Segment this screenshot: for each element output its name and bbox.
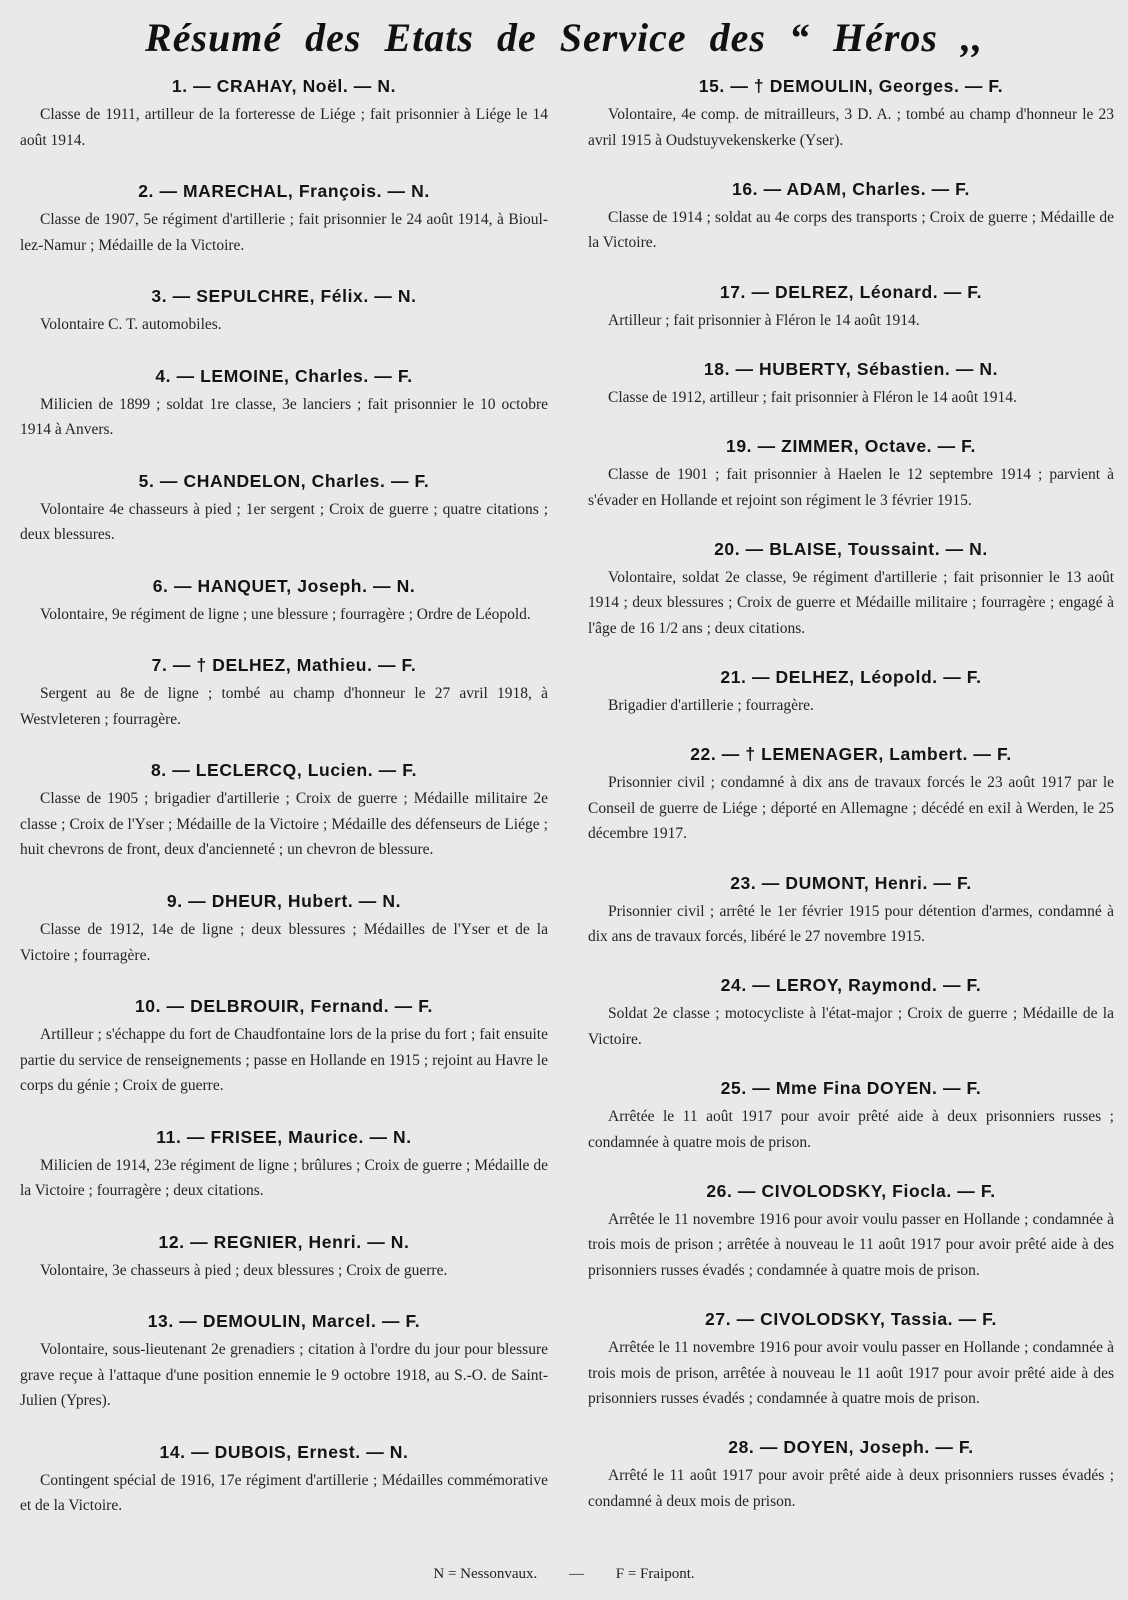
service-entry bbox=[20, 1232, 548, 1284]
entry-text: Volontaire 4e chasseurs à pied ; 1er sergent ; Croix de guerre ; quatre citations ; deux blessures. bbox=[20, 500, 548, 544]
legend-nessonvaux: N = Nessonvaux. bbox=[433, 1566, 538, 1582]
service-entry bbox=[588, 667, 1114, 719]
entry-heading: 3. — SEPULCHRE, Félix. — N. bbox=[151, 286, 417, 307]
entry-text: Brigadier d'artillerie ; fourragère. bbox=[608, 697, 814, 715]
legend-footer bbox=[0, 1566, 1128, 1583]
entry-text: Volontaire, 9e régiment de ligne ; une blessure ; fourragère ; Ordre de Léopold. bbox=[40, 605, 531, 623]
service-entry bbox=[20, 366, 548, 443]
entry-text: Classe de 1905 ; brigadier d'artillerie ; Croix de guerre ; Médaille militaire 2e classe ; Croix de l'Yser ; Médaille de la Victoire ; Médaille des défenseurs de Liége ; huit chevrons de front, deux d'ancienneté ; un chevron de blessure. bbox=[20, 790, 548, 859]
entry-text: Volontaire, sous-lieutenant 2e grenadiers ; citation à l'ordre du jour pour blessure grave reçue à l'attaque d'une position ennemie le 9 octobre 1918, au S.-O. de Saint-Julien (Ypres). bbox=[20, 1341, 548, 1410]
entry-heading: 28. — DOYEN, Joseph. — F. bbox=[728, 1437, 974, 1458]
service-entry bbox=[588, 282, 1114, 334]
service-entry bbox=[588, 436, 1114, 513]
entry-heading: 1. — CRAHAY, Noël. — N. bbox=[171, 76, 397, 96]
entry-heading: 13. — DEMOULIN, Marcel. — F. bbox=[147, 1311, 421, 1332]
entry-heading: 9. — DHEUR, Hubert. — N. bbox=[166, 891, 402, 911]
service-entry bbox=[20, 1311, 548, 1414]
entry-text: Classe de 1911, artilleur de la forteresse de Liége ; fait prisonnier à Liége le 14 août 1914. bbox=[20, 106, 548, 149]
entry-text: Milicien de 1899 ; soldat 1re classe, 3e lanciers ; fait prisonnier le 10 octobre 1914 à Anvers. bbox=[20, 395, 548, 439]
entry-text: Arrêté le 11 août 1917 pour avoir prêté aide à deux prisonniers russes évadés ; condamné à deux mois de prison. bbox=[588, 1467, 1114, 1510]
entry-text: Volontaire, soldat 2e classe, 9e régiment d'artillerie ; fait prisonnier le 13 août 1914 ; deux blessures ; Croix de guerre et Médaille militaire ; fourragère ; engagé à l'âge de 16 1/2 ans ; deux citations. bbox=[588, 568, 1114, 637]
entry-heading: 4. — LEMOINE, Charles. — F. bbox=[155, 365, 413, 386]
page-title: Résumé des Etats de Service des “ Héros ,, bbox=[145, 15, 983, 60]
entry-text: Artilleur ; s'échappe du fort de Chaudfontaine lors de la prise du fort ; fait ensuite partie du service de renseignements ; passe en Hollande en 1915 ; rejoint au Havre le corps du génie ; Croix de guerre. bbox=[20, 1026, 548, 1095]
entry-heading: 16. — ADAM, Charles. — F. bbox=[731, 178, 970, 199]
entry-heading: 2. — MARECHAL, François. — N. bbox=[138, 181, 430, 202]
entry-text: Arrêtée le 11 août 1917 pour avoir prêté aide à deux prisonniers russes ; condamnée à quatre mois de prison. bbox=[588, 1108, 1114, 1151]
service-entry bbox=[20, 1127, 548, 1204]
entry-text: Artilleur ; fait prisonnier à Fléron le 14 août 1914. bbox=[608, 311, 920, 329]
entry-text: Classe de 1901 ; fait prisonnier à Haelen le 12 septembre 1914 ; parvient à s'évader en Hollande et rejoint son régiment le 3 février 1915. bbox=[588, 466, 1114, 509]
entry-heading: 17. — DELREZ, Léonard. — F. bbox=[719, 281, 983, 302]
entry-text: Sergent au 8e de ligne ; tombé au champ d'honneur le 27 avril 1918, à Westvleteren ; fourragère. bbox=[20, 685, 548, 728]
service-entry bbox=[588, 744, 1114, 847]
entry-text: Classe de 1914 ; soldat au 4e corps des transports ; Croix de guerre ; Médaille de la Victoire. bbox=[588, 208, 1114, 252]
service-entry bbox=[588, 1437, 1114, 1514]
service-entry bbox=[588, 975, 1114, 1052]
left-column bbox=[20, 76, 548, 1519]
service-entry bbox=[588, 179, 1114, 256]
entry-heading: 22. — † LEMENAGER, Lambert. — F. bbox=[690, 744, 1012, 765]
entry-text: Volontaire, 3e chasseurs à pied ; deux blessures ; Croix de guerre. bbox=[40, 1261, 448, 1279]
service-entry bbox=[588, 1181, 1114, 1284]
entry-heading: 25. — Mme Fina DOYEN. — F. bbox=[720, 1078, 982, 1099]
service-entry bbox=[20, 76, 548, 153]
entry-heading: 14. — DUBOIS, Ernest. — N. bbox=[159, 1441, 409, 1462]
entry-heading: 24. — LEROY, Raymond. — F. bbox=[720, 975, 982, 996]
entry-text: Prisonnier civil ; condamné à dix ans de travaux forcés le 23 août 1917 par le Conseil de guerre de Liége ; déporté en Allemagne ; décédé en exil à Werden, le 25 décembre 1917. bbox=[588, 774, 1114, 843]
service-entry bbox=[20, 1442, 548, 1519]
entry-text: Classe de 1907, 5e régiment d'artillerie ; fait prisonnier le 24 août 1914, à Bioul-lez-Namur ; Médaille de la Victoire. bbox=[20, 211, 548, 254]
service-entry bbox=[20, 996, 548, 1099]
entry-heading: 26. — CIVOLODSKY, Fiocla. — F. bbox=[706, 1180, 996, 1201]
entry-heading: 27. — CIVOLODSKY, Tassia. — F. bbox=[705, 1309, 997, 1330]
entry-text: Contingent spécial de 1916, 17e régiment d'artillerie ; Médailles commémorative et de la Victoire. bbox=[20, 1471, 548, 1515]
legend-separator: — bbox=[568, 1566, 584, 1582]
right-column bbox=[588, 76, 1114, 1514]
entry-heading: 11. — FRISEE, Maurice. — N. bbox=[156, 1126, 412, 1147]
entry-heading: 21. — DELHEZ, Léopold. — F. bbox=[720, 667, 982, 688]
service-entry bbox=[20, 655, 548, 732]
entry-heading: 19. — ZIMMER, Octave. — F. bbox=[726, 436, 976, 457]
service-entry bbox=[588, 1078, 1114, 1155]
service-entry bbox=[20, 181, 548, 258]
entry-heading: 8. — LECLERCQ, Lucien. — F. bbox=[150, 760, 418, 781]
service-entry bbox=[20, 576, 548, 628]
service-entry bbox=[588, 1309, 1114, 1412]
entry-text: Classe de 1912, 14e de ligne ; deux blessures ; Médailles de l'Yser et de la Victoire ; fourragère. bbox=[20, 921, 548, 964]
entry-heading: 12. — REGNIER, Henri. — N. bbox=[158, 1231, 410, 1252]
entry-text: Classe de 1912, artilleur ; fait prisonnier à Fléron le 14 août 1914. bbox=[608, 388, 1017, 406]
entry-text: Volontaire C. T. automobiles. bbox=[40, 316, 222, 334]
entry-text: Arrêtée le 11 novembre 1916 pour avoir voulu passer en Hollande ; condamnée à trois mois de prison ; arrêtée à nouveau le 11 août 1917 pour avoir prêté aide à des prisonniers russes évadés ; condamnée à quatre mois de prison. bbox=[588, 1210, 1114, 1279]
entry-text: Volontaire, 4e comp. de mitrailleurs, 3 D. A. ; tombé au champ d'honneur le 23 avril 1915 à Oudstuyvekenskerke (Yser). bbox=[588, 106, 1114, 149]
service-entry bbox=[20, 760, 548, 863]
entry-heading: 15. — † DEMOULIN, Georges. — F. bbox=[698, 76, 1004, 96]
entry-text: Prisonnier civil ; arrêté le 1er février 1915 pour détention d'armes, condamné à dix ans de travaux forcés, libéré le 27 novembre 1915. bbox=[588, 902, 1114, 946]
entry-heading: 20. — BLAISE, Toussaint. — N. bbox=[714, 538, 988, 559]
service-entry bbox=[588, 76, 1114, 153]
service-entry bbox=[588, 539, 1114, 642]
service-entry bbox=[588, 873, 1114, 950]
entry-heading: 18. — HUBERTY, Sébastien. — N. bbox=[703, 358, 999, 379]
entry-heading: 5. — CHANDELON, Charles. — F. bbox=[138, 470, 430, 491]
service-entry bbox=[20, 286, 548, 338]
entry-heading: 6. — HANQUET, Joseph. — N. bbox=[152, 575, 416, 596]
service-entry bbox=[20, 471, 548, 548]
entry-heading: 10. — DELBROUIR, Fernand. — F. bbox=[134, 996, 434, 1017]
entry-text: Soldat 2e classe ; motocycliste à l'état-major ; Croix de guerre ; Médaille de la Victoire. bbox=[588, 1005, 1114, 1048]
service-entry bbox=[588, 359, 1114, 411]
entry-text: Milicien de 1914, 23e régiment de ligne ; brûlures ; Croix de guerre ; Médaille de la Victoire ; fourragère ; deux citations. bbox=[20, 1156, 548, 1200]
service-entry bbox=[20, 891, 548, 968]
entry-text: Arrêtée le 11 novembre 1916 pour avoir voulu passer en Hollande ; condamnée à trois mois de prison, arrêtée à nouveau le 11 août 1917 pour avoir prêté aide à des prisonniers russes évadés ; condamnée à quatre mois de prison. bbox=[588, 1339, 1114, 1408]
entry-heading: 23. — DUMONT, Henri. — F. bbox=[730, 872, 972, 893]
legend-fraipont: F = Fraipont. bbox=[615, 1566, 695, 1582]
entry-heading: 7. — † DELHEZ, Mathieu. — F. bbox=[151, 655, 417, 676]
